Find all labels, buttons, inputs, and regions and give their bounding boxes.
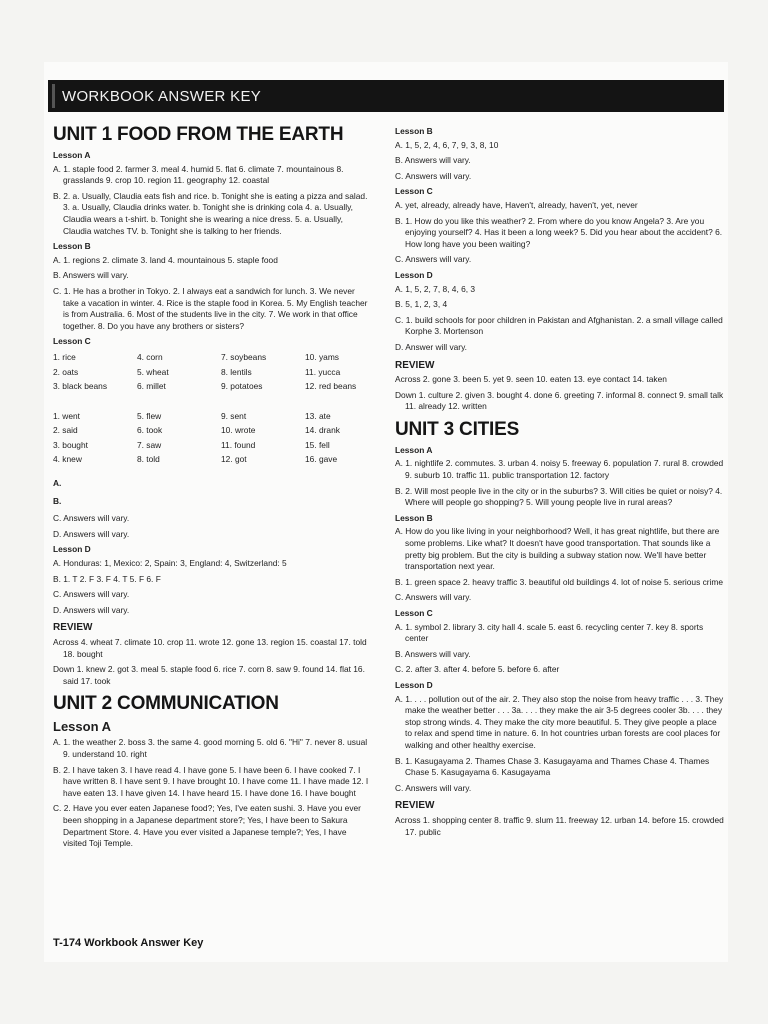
grid-cell: 3. black beans: [53, 381, 108, 392]
page-footer: T-174 Workbook Answer Key: [53, 937, 204, 949]
unit3-lesson-a: Lesson A: [395, 444, 433, 455]
grid-cell: 5. flew: [137, 410, 162, 421]
unit3-review-across: Across 1. shopping center 8. traffic 9. slum 11. freeway 12. urban 14. before 15. crowded 17. public: [395, 814, 724, 837]
unit3-lesson-b-answer-b: B. 1. green space 2. heavy traffic 3. beautiful old buildings 4. lot of noise 5. serious crime: [395, 576, 724, 587]
unit3-lesson-c: Lesson C: [395, 608, 433, 618]
unit3-lesson-b: Lesson B: [395, 512, 433, 523]
unit2-lesson-a: Lesson A: [53, 719, 112, 735]
unit2-review-heading: REVIEW: [395, 359, 435, 371]
unit2-lesson-d-answer-d: D. Answer will vary.: [395, 341, 467, 352]
unit3-lesson-b-answer-c: C. Answers will vary.: [395, 592, 472, 603]
unit1-lesson-d: Lesson D: [53, 544, 91, 555]
unit2-lesson-b-answer-a: A. 1, 5, 2, 4, 6, 7, 9, 3, 8, 10: [395, 139, 499, 150]
grid-cell: 2. oats: [53, 366, 79, 377]
unit1-lesson-b: Lesson B: [53, 241, 91, 252]
grid-cell: 14. drank: [305, 425, 340, 436]
unit3-lesson-c-answer-a: A. 1. symbol 2. library 3. city hall 4. scale 5. east 6. recycling center 7. key 8. sports center: [395, 621, 704, 644]
grid-cell: 12. got: [221, 454, 247, 465]
grid-cell: 7. saw: [137, 439, 162, 450]
unit2-lesson-a-answer-b: B. 2. I have taken 3. I have read 4. I have gone 5. I have been 6. I have cooked 7. I have written 8. I have sent 9. I have brought 10. I have come 11. I have made 12. I have eaten 13. I have given 14. I have heard 15. I have done 16. I have bought: [53, 764, 369, 798]
unit1-lesson-d-answer-c: C. Answers will vary.: [53, 589, 130, 600]
right-column: [395, 123, 725, 842]
unit1-lesson-d-answer-d: D. Answers will vary.: [53, 604, 130, 615]
unit3-review-heading: REVIEW: [395, 800, 435, 812]
unit2-lesson-d-answer-b: B. 5, 1, 2, 3, 4: [395, 299, 448, 310]
unit1-lesson-c-answer-a: A.: [53, 478, 62, 489]
food-word-grid: [53, 352, 369, 393]
unit3-lesson-a-answer-b: B. 2. Will most people live in the city or in the suburbs? 3. Will cities be quiet or noisy? 4. Where will people go shopping? 5. Will young people live in rural areas?: [395, 485, 723, 508]
grid-cell: 15. fell: [305, 439, 330, 450]
unit2-lesson-d-answer-c: C. 1. build schools for poor children in Pakistan and Afghanistan. 2. a small village called Korphe 3. Mortenson: [395, 314, 723, 337]
verb-past-tense-grid: [53, 411, 369, 466]
spacer: [53, 399, 369, 407]
unit2-lesson-b-answer-c: C. Answers will vary.: [395, 170, 472, 181]
unit2-lesson-c: Lesson C: [395, 186, 433, 197]
unit1-review-down: Down 1. knew 2. got 3. meal 5. staple food 6. rice 7. corn 8. saw 9. found 14. flat 16. said 17. took: [53, 664, 365, 686]
left-column: [53, 123, 369, 854]
grid-cell: 6. took: [137, 425, 163, 436]
grid-cell: 10. wrote: [221, 425, 256, 436]
unit1-lesson-c-answer-b: B.: [53, 495, 62, 506]
unit3-lesson-d-answer-c: C. Answers will vary.: [395, 782, 472, 793]
unit1-review-heading: REVIEW: [53, 622, 93, 634]
unit1-title: UNIT 1 FOOD FROM THE EARTH: [53, 124, 344, 145]
unit1-lesson-d-answer-a: A. Honduras: 1, Mexico: 2, Spain: 3, England: 4, Switzerland: 5: [53, 558, 287, 569]
unit3-lesson-a-answer-a: A. 1. nightlife 2. commutes. 3. urban 4. noisy 5. freeway 6. population 7. rural 8. crowded 9. suburb 10. traffic 11. public transportation 12. factory: [395, 458, 724, 481]
unit1-lesson-a-answer-b: B. 2. a. Usually, Claudia eats fish and rice. b. Tonight she is eating a pizza and salad. 3. a. Usually, Claudia drinks water. b. Tonight she is drinking cola 4. a. Usually, Claudia wears a t-shirt. b. Tonight she is wearing a nice dress. 5. a. Usually, Claudia watches TV. b. Tonight she is talking to her friends.: [53, 190, 368, 236]
grid-cell: 2. said: [53, 425, 78, 436]
unit2-title: UNIT 2 COMMUNICATION: [53, 693, 279, 715]
banner-mark: [52, 84, 55, 108]
unit3-lesson-c-answer-c: C. 2. after 3. after 4. before 5. before 6. after: [395, 664, 560, 675]
unit2-lesson-d-answer-a: A. 1, 5, 2, 7, 8, 4, 6, 3: [395, 283, 476, 294]
unit1-review-across: Across 4. wheat 7. climate 10. crop 11. wrote 12. gone 13. region 15. coastal 17. told 18. bought: [53, 637, 367, 659]
grid-cell: 16. gave: [305, 454, 338, 465]
unit1-lesson-c-answer-d: D. Answers will vary.: [53, 528, 130, 539]
unit2-lesson-c-answer-a: A. yet, already, already have, Haven't, already, haven't, yet, never: [395, 199, 638, 210]
grid-cell: 5. wheat: [137, 366, 169, 377]
unit1-lesson-b-answer-a: A. 1. regions 2. climate 3. land 4. mountainous 5. staple food: [53, 254, 278, 265]
grid-cell: 10. yams: [305, 351, 339, 362]
unit1-lesson-b-answer-b: B. Answers will vary.: [53, 270, 129, 281]
grid-cell: 11. yucca: [305, 366, 341, 377]
grid-cell: 1. went: [53, 410, 81, 421]
grid-cell: 1. rice: [53, 351, 76, 362]
grid-cell: 11. found: [221, 439, 256, 450]
unit3-lesson-d-answer-b: B. 1. Kasugayama 2. Thames Chase 3. Kasugayama and Thames Chase 4. Thames Chase 5. Kasugayama 6. Kasugayama: [395, 755, 710, 778]
unit1-lesson-b-answer-c: C. 1. He has a brother in Tokyo. 2. I always eat a sandwich for lunch. 3. We never take a vacation in winter. 4. Rice is the staple food in Korea. 5. My English teacher is from Australia. 6. Most of the students live in the city. 7. We work in that office together. 8. Do you have any brothers or sisters?: [53, 285, 368, 331]
unit1-lesson-c-answer-c: C. Answers will vary.: [53, 513, 130, 524]
grid-cell: 12. red beans: [305, 381, 357, 392]
unit3-lesson-d-answer-a: A. 1. . . . pollution out of the air. 2. They also stop the noise from heavy traffic . . . 3. They make the weather better . . . 3a. . . . they make the air 3-5 degrees cooler 3b. . . . they stop strong winds. 4. They make the city more beautiful. 5. They give people a place to relax and spend time in nature. 6. In hot countries urban forests are cool places for walking and other healthy exercise.: [395, 693, 724, 750]
header-banner: [48, 80, 724, 112]
unit1-lesson-d-answer-b: B. 1. T 2. F 3. F 4. T 5. F 6. F: [53, 573, 161, 584]
grid-cell: 4. corn: [137, 351, 163, 362]
grid-cell: 9. sent: [221, 410, 247, 421]
unit1-lesson-a-answer-a: A. 1. staple food 2. farmer 3. meal 4. humid 5. flat 6. climate 7. mountainous 8. grasslands 9. crop 10. region 11. geography 12. coastal: [53, 163, 344, 186]
banner-title: WORKBOOK ANSWER KEY: [62, 87, 262, 105]
unit2-lesson-a-answer-a: A. 1. the weather 2. boss 3. the same 4. good morning 5. old 6. "Hi" 7. never 8. usual 9. understand 10. right: [53, 737, 368, 759]
unit3-lesson-c-answer-b: B. Answers will vary.: [395, 648, 471, 659]
unit1-lesson-c: Lesson C: [53, 336, 91, 347]
unit2-review-down: Down 1. culture 2. given 3. bought 4. done 6. greeting 7. informal 8. connect 9. small talk 11. already 12. written: [395, 389, 724, 412]
grid-cell: 7. soybeans: [221, 351, 267, 362]
unit2-review-across: Across 2. gone 3. been 5. yet 9. seen 10. eaten 13. eye contact 14. taken: [395, 374, 667, 385]
grid-cell: 3. bought: [53, 439, 88, 450]
unit1-lesson-a: Lesson A: [53, 150, 91, 160]
grid-cell: 8. told: [137, 454, 160, 465]
unit3-lesson-d: Lesson D: [395, 679, 433, 690]
unit2-lesson-a-answer-c: C. 2. Have you ever eaten Japanese food?; Yes, I've eaten sushi. 3. Have you ever been shopping in a Japanese department store?; Yes, I have been to Sakura Department Store. 4. Have you ever visited a Japanese temple?; Yes, I have visited Toji Temple.: [53, 803, 361, 849]
unit3-lesson-b-answer-a: A. How do you like living in your neighborhood? Well, it has great nightlife, but there are some problems. Like what? It doesn't have good transportation. That sounds like a pretty big problem. But the city is building a subway station now. We'll have better transportation next year.: [395, 526, 720, 572]
grid-cell: 13. ate: [305, 410, 331, 421]
unit2-lesson-b: Lesson B: [395, 126, 433, 136]
grid-cell: 4. knew: [53, 454, 82, 465]
unit2-lesson-d: Lesson D: [395, 269, 433, 280]
unit2-lesson-c-answer-b: B. 1. How do you like this weather? 2. From where do you know Angela? 3. Are you enjoying yourself? 4. Has it been a long week? 5. Did you hear about the accident? 6. How long have you been waiting?: [395, 215, 723, 249]
grid-cell: 9. potatoes: [221, 381, 263, 392]
unit2-lesson-b-answer-b: B. Answers will vary.: [395, 155, 471, 166]
unit3-title: UNIT 3 CITIES: [395, 418, 520, 440]
grid-cell: 8. lentils: [221, 366, 252, 377]
unit2-lesson-c-answer-c: C. Answers will vary.: [395, 254, 472, 265]
grid-cell: 6. millet: [137, 381, 166, 392]
